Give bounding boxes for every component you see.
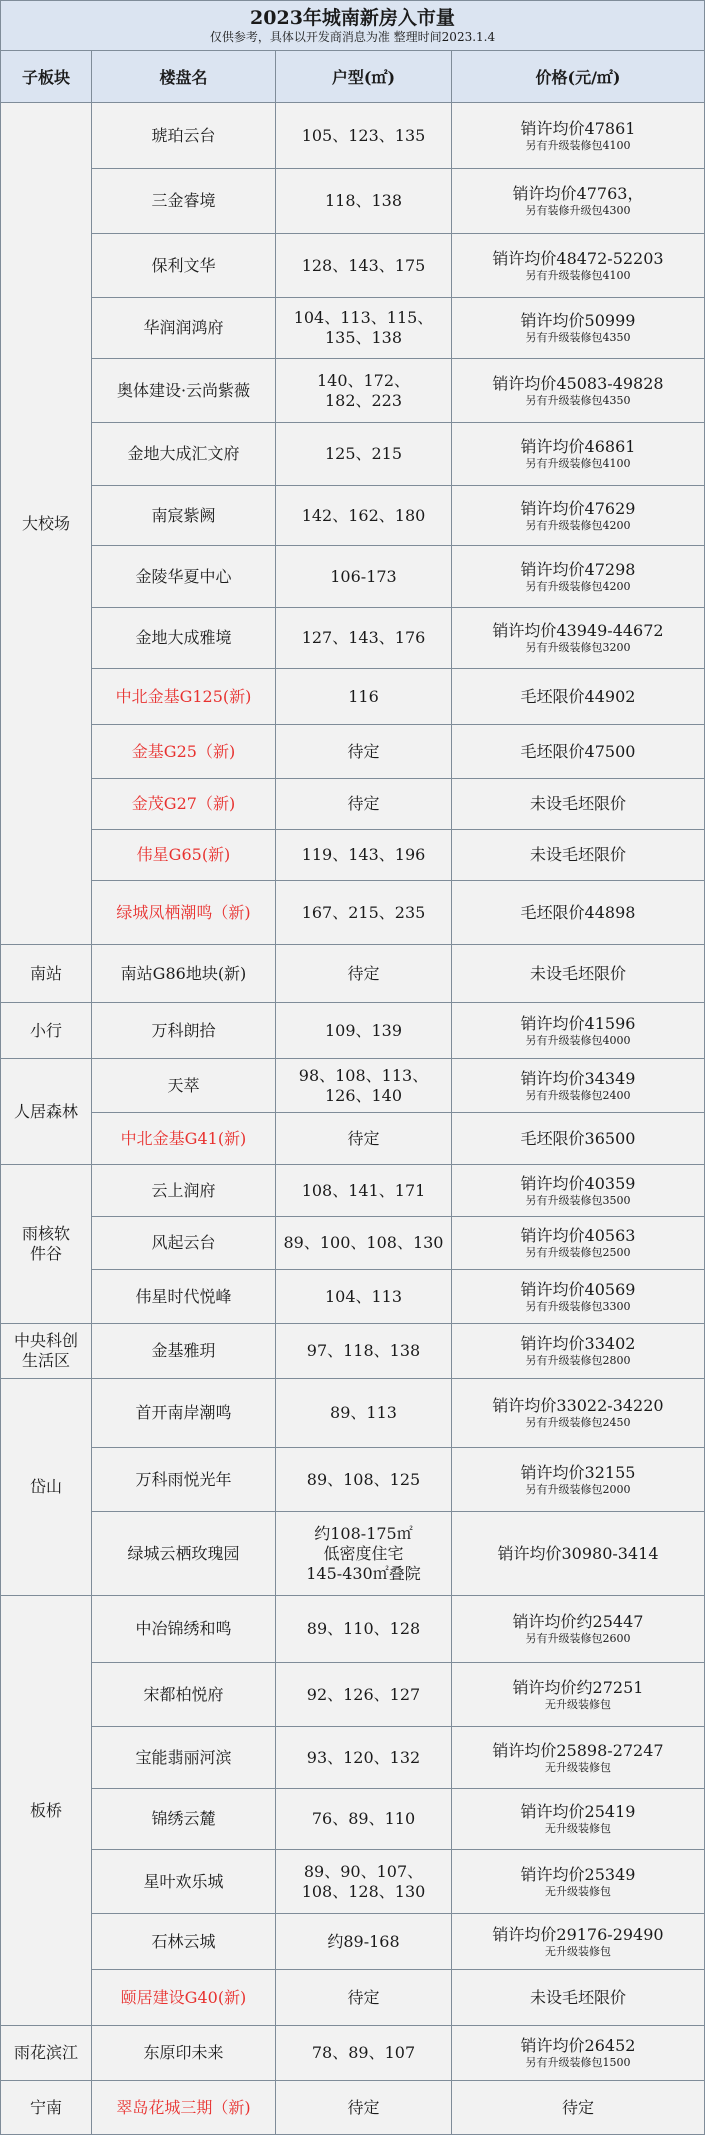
price-note: 另有升级装修包2800 xyxy=(525,1354,631,1367)
project-name: 金地大成汇文府 xyxy=(127,444,240,463)
price-cell xyxy=(452,423,705,486)
price-value: 销许均价25898-27247 xyxy=(492,1740,664,1760)
price-note: 另有升级装修包1500 xyxy=(525,2056,631,2069)
project-name: 东原印未来 xyxy=(143,2043,224,2062)
project-name-cell xyxy=(92,669,276,725)
project-name: 天萃 xyxy=(167,1075,200,1095)
unit-size-cell xyxy=(276,1512,452,1596)
unit-size-line: 140、172、 xyxy=(316,370,411,390)
unit-size-cell xyxy=(276,2081,452,2135)
price-note: 另有升级装修包4350 xyxy=(525,331,631,344)
district-cell xyxy=(0,1165,92,1324)
unit-size-cell xyxy=(276,830,452,881)
price-cell xyxy=(452,881,705,945)
unit-size-line: 76、89、110 xyxy=(311,1809,416,1828)
project-name: 绿城凤栖潮鸣（新) xyxy=(116,902,251,922)
district-label: 小行 xyxy=(29,1020,62,1040)
price-value: 毛坯限价44902 xyxy=(520,686,636,706)
unit-size-line: 97、118、138 xyxy=(306,1341,421,1360)
project-name-cell xyxy=(92,486,276,546)
price-cell xyxy=(452,1970,705,2026)
price-value: 销许均价33022-34220 xyxy=(492,1396,664,1415)
table-title: 2023年城南新房入市量 xyxy=(250,7,455,29)
project-name: 锦绣云麓 xyxy=(151,1809,216,1828)
project-name-cell xyxy=(92,103,276,169)
district-label: 生活区 xyxy=(21,1351,70,1370)
unit-size-line: 89、108、125 xyxy=(306,1469,421,1489)
project-name-cell xyxy=(92,1850,276,1914)
price-cell xyxy=(452,1512,705,1596)
project-name-cell xyxy=(92,2081,276,2135)
project-name-cell xyxy=(92,881,276,945)
project-name-cell xyxy=(92,1663,276,1727)
project-name-cell xyxy=(92,1270,276,1324)
project-name: 中北金基G125(新) xyxy=(115,686,252,706)
district-cell xyxy=(0,1059,92,1165)
price-cell xyxy=(452,1914,705,1970)
project-name: 颐居建设G40(新) xyxy=(120,1987,247,2007)
unit-size-line: 92、126、127 xyxy=(306,1684,421,1704)
price-value: 销许均价25349 xyxy=(520,1864,636,1884)
unit-size-cell xyxy=(276,1789,452,1850)
unit-size-line: 125、215 xyxy=(324,444,403,463)
price-value: 销许均价40569 xyxy=(520,1279,636,1299)
district-cell xyxy=(0,1003,92,1059)
price-cell xyxy=(452,1789,705,1850)
unit-size-cell xyxy=(276,546,452,608)
project-name-cell xyxy=(92,1789,276,1850)
unit-size-cell xyxy=(276,1217,452,1270)
unit-size-line: 128、143、175 xyxy=(301,255,426,275)
price-cell xyxy=(452,1379,705,1448)
project-name-cell xyxy=(92,1727,276,1789)
project-name: 奥体建设·云尚紫薇 xyxy=(116,380,251,400)
project-name: 首开南岸潮鸣 xyxy=(135,1403,232,1422)
project-name: 伟星时代悦峰 xyxy=(135,1286,232,1306)
unit-size-cell xyxy=(276,359,452,423)
district-cell xyxy=(0,103,92,945)
price-value: 毛坯限价44898 xyxy=(520,902,636,922)
unit-size-line: 116 xyxy=(348,686,379,706)
price-cell xyxy=(452,169,705,234)
unit-size-line: 182、223 xyxy=(324,390,403,410)
unit-size-line: 145-430㎡叠院 xyxy=(306,1563,421,1583)
table-title-block xyxy=(0,0,705,51)
project-name-cell xyxy=(92,1379,276,1448)
project-name-cell xyxy=(92,1003,276,1059)
price-cell xyxy=(452,1596,705,1663)
unit-size-cell xyxy=(276,779,452,830)
unit-size-cell xyxy=(276,234,452,298)
unit-size-line: 低密度住宅 xyxy=(323,1543,404,1563)
district-cell xyxy=(0,945,92,1003)
price-cell xyxy=(452,2081,705,2135)
district-cell xyxy=(0,2081,92,2135)
unit-size-cell xyxy=(276,423,452,486)
project-name-cell xyxy=(92,359,276,423)
price-note: 另有升级装修包2600 xyxy=(525,1632,631,1645)
unit-size-line: 待定 xyxy=(347,2097,380,2117)
project-name: 金基雅玥 xyxy=(151,1341,216,1360)
unit-size-cell xyxy=(276,1970,452,2026)
price-cell xyxy=(452,1059,705,1113)
unit-size-cell xyxy=(276,945,452,1003)
price-note: 另有升级装修包4100 xyxy=(525,457,631,470)
unit-size-cell xyxy=(276,669,452,725)
district-label: 雨核软 xyxy=(21,1224,70,1243)
unit-size-cell xyxy=(276,881,452,945)
price-value: 销许均价41596 xyxy=(520,1013,636,1033)
price-value: 未设毛坯限价 xyxy=(529,794,626,813)
price-value: 销许均价40563 xyxy=(520,1226,636,1245)
price-value: 销许均价33402 xyxy=(520,1334,636,1353)
project-name-cell xyxy=(92,1217,276,1270)
unit-size-line: 108、128、130 xyxy=(301,1881,426,1901)
price-cell xyxy=(452,1165,705,1217)
project-name-cell xyxy=(92,423,276,486)
price-value: 销许均价45083-49828 xyxy=(492,373,664,393)
unit-size-line: 待定 xyxy=(347,1987,380,2007)
unit-size-line: 106-173 xyxy=(330,566,397,586)
district-label: 板桥 xyxy=(29,1800,62,1820)
price-cell xyxy=(452,1448,705,1512)
project-name: 华润润鸿府 xyxy=(143,318,224,337)
price-note: 无升级装修包 xyxy=(545,1822,611,1835)
unit-size-cell xyxy=(276,1379,452,1448)
project-name: 万科朗拾 xyxy=(151,1020,216,1040)
price-note: 另有升级装修包3500 xyxy=(525,1193,631,1207)
price-cell xyxy=(452,1270,705,1324)
header-project: 楼盘名 xyxy=(92,51,276,103)
unit-size-cell xyxy=(276,486,452,546)
project-name-cell xyxy=(92,608,276,669)
project-name-cell xyxy=(92,1324,276,1379)
price-value: 销许均价30980-3414 xyxy=(497,1543,659,1563)
unit-size-cell xyxy=(276,103,452,169)
project-name-cell xyxy=(92,234,276,298)
price-cell xyxy=(452,359,705,423)
project-name: 风起云台 xyxy=(151,1233,216,1252)
unit-size-line: 78、89、107 xyxy=(311,2043,416,2062)
table-subtitle: 仅供参考，具体以开发商消息为准 整理时间2023.1.4 xyxy=(209,30,496,44)
price-cell xyxy=(452,1324,705,1379)
price-cell xyxy=(452,298,705,359)
unit-size-line: 142、162、180 xyxy=(301,505,426,525)
project-name: 南站G86地块(新) xyxy=(120,963,247,983)
price-value: 销许均价50999 xyxy=(520,311,636,330)
price-value: 销许均价25419 xyxy=(520,1802,636,1821)
price-note: 另有升级装修包4200 xyxy=(525,518,631,532)
unit-size-cell xyxy=(276,1448,452,1512)
header-units: 户型(㎡) xyxy=(276,51,452,103)
price-cell xyxy=(452,234,705,298)
project-name: 石林云城 xyxy=(151,1931,216,1951)
price-note: 另有升级装修包2500 xyxy=(525,1246,631,1259)
district-label: 人居森林 xyxy=(13,1101,78,1121)
price-note: 另有升级装修包3200 xyxy=(525,641,631,654)
price-value: 毛坯限价36500 xyxy=(520,1128,636,1148)
district-cell xyxy=(0,1596,92,2026)
price-value: 毛坯限价47500 xyxy=(520,741,636,761)
project-name-cell xyxy=(92,1914,276,1970)
price-note: 另有升级装修包2000 xyxy=(525,1482,631,1496)
unit-size-cell xyxy=(276,608,452,669)
price-note: 无升级装修包 xyxy=(545,1697,611,1711)
project-name-cell xyxy=(92,1448,276,1512)
project-name-cell xyxy=(92,1113,276,1165)
price-value: 销许均价约25447 xyxy=(512,1612,644,1631)
project-name: 宝能翡丽河滨 xyxy=(135,1747,232,1767)
price-cell xyxy=(452,1727,705,1789)
unit-size-line: 127、143、176 xyxy=(301,628,426,647)
unit-size-cell xyxy=(276,1003,452,1059)
price-cell xyxy=(452,669,705,725)
price-value: 销许均价43949-44672 xyxy=(492,621,664,640)
unit-size-cell xyxy=(276,1059,452,1113)
price-note: 另有升级装修包2450 xyxy=(525,1416,631,1429)
project-name-cell xyxy=(92,725,276,779)
price-cell xyxy=(452,779,705,830)
price-cell xyxy=(452,103,705,169)
price-cell xyxy=(452,608,705,669)
price-note: 另有升级装修包4350 xyxy=(525,393,631,407)
unit-size-line: 105、123、135 xyxy=(301,125,426,145)
unit-size-cell xyxy=(276,1850,452,1914)
unit-size-line: 89、100、108、130 xyxy=(283,1233,444,1252)
price-cell xyxy=(452,725,705,779)
unit-size-cell xyxy=(276,725,452,779)
price-cell xyxy=(452,1217,705,1270)
price-value: 销许均价47298 xyxy=(520,559,636,579)
price-value: 未设毛坯限价 xyxy=(529,845,626,864)
district-label: 件谷 xyxy=(29,1244,62,1263)
project-name: 保利文华 xyxy=(151,255,216,275)
district-label: 宁南 xyxy=(29,2097,62,2117)
unit-size-cell xyxy=(276,1596,452,1663)
project-name: 金陵华夏中心 xyxy=(135,566,232,586)
unit-size-cell xyxy=(276,298,452,359)
project-name-cell xyxy=(92,1059,276,1113)
price-note: 无升级装修包 xyxy=(545,1760,611,1774)
district-label: 南站 xyxy=(29,963,62,983)
price-note: 另有升级装修包4000 xyxy=(525,1033,631,1047)
project-name: 星叶欢乐城 xyxy=(143,1871,224,1891)
price-cell xyxy=(452,1663,705,1727)
unit-size-cell xyxy=(276,1727,452,1789)
district-cell xyxy=(0,1379,92,1596)
unit-size-line: 108、141、171 xyxy=(301,1180,426,1200)
project-name: 三金睿境 xyxy=(151,191,216,210)
project-name: 宋都柏悦府 xyxy=(143,1684,224,1704)
price-note: 另有升级装修包4200 xyxy=(525,579,631,593)
price-value: 销许均价约27251 xyxy=(512,1677,644,1697)
project-name: 万科雨悦光年 xyxy=(135,1469,232,1489)
unit-size-line: 104、113、115、 xyxy=(293,308,434,327)
header-district: 子板块 xyxy=(0,51,92,103)
price-cell xyxy=(452,1113,705,1165)
unit-size-line: 167、215、235 xyxy=(301,902,426,922)
project-name-cell xyxy=(92,2026,276,2081)
project-name-cell xyxy=(92,945,276,1003)
price-value: 未设毛坯限价 xyxy=(529,963,626,983)
unit-size-line: 待定 xyxy=(347,963,380,983)
unit-size-line: 119、143、196 xyxy=(301,845,426,864)
unit-size-line: 约89-168 xyxy=(327,1931,400,1951)
unit-size-line: 待定 xyxy=(347,741,380,761)
unit-size-line: 89、110、128 xyxy=(306,1619,421,1638)
project-name: 南宸紫阙 xyxy=(151,505,216,525)
price-value: 销许均价29176-29490 xyxy=(492,1924,664,1944)
project-name: 中冶锦绣和鸣 xyxy=(135,1619,232,1638)
district-label: 中央科创 xyxy=(13,1331,78,1350)
district-cell xyxy=(0,2026,92,2081)
price-value: 销许均价47629 xyxy=(520,498,636,518)
project-name-cell xyxy=(92,546,276,608)
unit-size-cell xyxy=(276,1270,452,1324)
unit-size-line: 109、139 xyxy=(324,1020,403,1040)
unit-size-cell xyxy=(276,2026,452,2081)
price-note: 无升级装修包 xyxy=(545,1944,611,1958)
price-value: 销许均价46861 xyxy=(520,437,636,456)
project-name-cell xyxy=(92,1512,276,1596)
price-value: 销许均价48472-52203 xyxy=(492,248,664,268)
price-value: 未设毛坯限价 xyxy=(529,1987,626,2007)
unit-size-line: 104、113 xyxy=(324,1286,403,1306)
unit-size-cell xyxy=(276,1663,452,1727)
project-name: 伟星G65(新) xyxy=(136,845,231,864)
unit-size-line: 89、113 xyxy=(330,1403,397,1422)
price-note: 另有升级装修包2400 xyxy=(525,1088,631,1102)
price-note: 另有升级装修包3300 xyxy=(525,1299,631,1313)
header-price: 价格(元/㎡) xyxy=(452,51,705,103)
district-label: 岱山 xyxy=(29,1477,62,1496)
project-name-cell xyxy=(92,169,276,234)
unit-size-cell xyxy=(276,1113,452,1165)
unit-size-line: 135、138 xyxy=(324,328,403,347)
project-name-cell xyxy=(92,298,276,359)
unit-size-line: 89、90、107、 xyxy=(303,1861,424,1881)
project-name: 琥珀云台 xyxy=(151,125,216,145)
unit-size-cell xyxy=(276,1324,452,1379)
project-name: 绿城云栖玫瑰园 xyxy=(127,1543,240,1563)
price-value: 销许均价47861 xyxy=(520,118,636,138)
price-cell xyxy=(452,486,705,546)
project-name: 金茂G27（新) xyxy=(131,794,236,813)
district-cell xyxy=(0,1324,92,1379)
unit-size-line: 98、108、113、 xyxy=(298,1065,429,1085)
district-label: 雨花滨江 xyxy=(13,2043,78,2062)
unit-size-line: 93、120、132 xyxy=(306,1747,421,1767)
price-note: 无升级装修包 xyxy=(545,1884,611,1898)
price-cell xyxy=(452,830,705,881)
price-note: 另有升级装修包4100 xyxy=(525,138,631,152)
project-name-cell xyxy=(92,1165,276,1217)
unit-size-line: 118、138 xyxy=(324,191,403,210)
price-cell xyxy=(452,945,705,1003)
project-name-cell xyxy=(92,830,276,881)
price-value: 销许均价26452 xyxy=(520,2036,636,2055)
unit-size-line: 待定 xyxy=(347,1128,380,1148)
unit-size-line: 约108-175㎡ xyxy=(314,1523,413,1543)
price-cell xyxy=(452,1003,705,1059)
price-note: 另有升级装修包4100 xyxy=(525,268,631,282)
price-value: 销许均价32155 xyxy=(520,1462,636,1482)
price-value: 待定 xyxy=(561,2097,594,2117)
project-name-cell xyxy=(92,1970,276,2026)
price-note: 另有装修升级包4300 xyxy=(525,204,631,217)
unit-size-cell xyxy=(276,1914,452,1970)
project-name: 翠岛花城三期（新) xyxy=(116,2097,251,2117)
project-name: 金地大成雅境 xyxy=(135,628,232,647)
price-cell xyxy=(452,1850,705,1914)
project-name-cell xyxy=(92,1596,276,1663)
price-value: 销许均价34349 xyxy=(520,1068,636,1088)
price-cell xyxy=(452,2026,705,2081)
price-cell xyxy=(452,546,705,608)
district-label: 大校场 xyxy=(21,513,70,533)
unit-size-line: 126、140 xyxy=(324,1085,403,1105)
unit-size-line: 待定 xyxy=(347,794,380,813)
project-name: 中北金基G41(新) xyxy=(120,1128,247,1148)
unit-size-cell xyxy=(276,1165,452,1217)
project-name: 云上润府 xyxy=(151,1180,216,1200)
price-value: 销许均价47763， xyxy=(512,184,644,203)
project-name-cell xyxy=(92,779,276,830)
project-name: 金基G25（新) xyxy=(131,741,236,761)
unit-size-cell xyxy=(276,169,452,234)
price-value: 销许均价40359 xyxy=(520,1173,636,1193)
